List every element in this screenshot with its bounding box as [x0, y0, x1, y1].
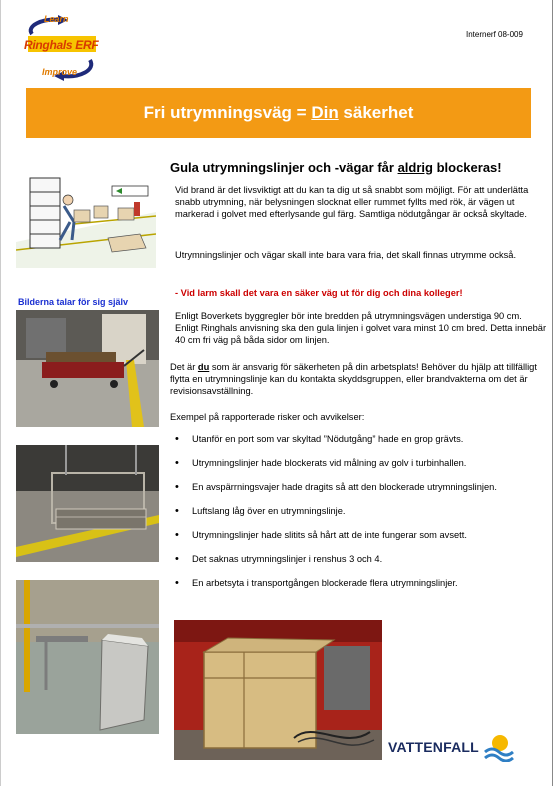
section-heading	[170, 160, 502, 175]
title-part-1: Fri utrymningsväg =	[143, 103, 312, 122]
photo-cart-on-escape-line	[16, 310, 159, 427]
list-item: • En avspärrningsvajer hade dragits så att den blockerade utrymningslinjen.	[175, 481, 545, 493]
intro-paragraph: Vid brand är det livsviktigt att du kan ta dig ut så snabbt som möjligt. För att underlätta snabb utrymning, när belysningen slocknat eller rummet fyllts med rök, är vägen ut markerad i golvet med efterlysande gul färg. Samtliga nödutgångar är också skyltade.	[175, 185, 529, 219]
illustration-worker-moving-boxes	[16, 172, 156, 268]
responsibility-underlined: du	[197, 362, 210, 372]
vattenfall-sun-icon	[483, 732, 515, 762]
list-item: • Luftslang låg över en utrymningslinje.	[175, 505, 545, 517]
logo-learn-text: Learn	[44, 14, 69, 24]
title-underlined: Din	[311, 103, 339, 122]
photo-bin-blocking-passage	[16, 580, 159, 734]
responsibility-paragraph	[170, 361, 546, 397]
responsibility-part-1: Det är	[170, 362, 198, 372]
vattenfall-wordmark: VATTENFALL	[388, 739, 479, 755]
responsibility-part-2: som är ansvarig för säkerheten på din arbetsplats! Behöver du hjälp att tillfälligt flytta en utrymningslinje kan du kontakta skyddsgruppen, eller brandvakterna om det är revisionsavställning.	[170, 362, 537, 396]
ringhals-erf-logo	[22, 14, 100, 82]
list-item: • Utanför en port som var skyltad ”Nödutgång” hade en grop grävts.	[175, 433, 545, 445]
examples-intro: Exempel på rapporterade risker och avvikelser:	[170, 412, 365, 422]
heading-part-1: Gula utrymningslinjer och -vägar får	[170, 160, 398, 175]
photo-grating-over-escape-line	[16, 445, 159, 562]
space-paragraph: Utrymningslinjer och vägar skall inte bara vara fria, det skall finnas utrymme också.	[175, 250, 517, 260]
photo-crate-in-red-room	[174, 620, 382, 760]
list-item: • Det saknas utrymningslinjer i renshus 3 och 4.	[175, 553, 545, 565]
page-title	[144, 103, 414, 123]
vattenfall-logo	[388, 732, 515, 762]
logo-brand-text: Ringhals ERF	[24, 38, 99, 52]
page-edge-right	[552, 0, 553, 786]
alarm-warning: - Vid larm skall det vara en säker väg ut för dig och dina kolleger!	[175, 288, 463, 298]
page-edge-left	[0, 0, 1, 786]
width-rules-paragraph: Enligt Boverkets byggregler bör inte bredden på utrymningsvägen understiga 90 cm. Enligt Ringhals anvisning ska den gula linjen i golvet vara minst 10 cm bred. Detta innebär 40 cm fri väg på båda sidor om linjen.	[175, 311, 547, 345]
logo-improve-text: Improve	[42, 67, 78, 77]
document-id: Internerf 08-009	[466, 30, 523, 39]
title-banner	[26, 88, 531, 138]
photos-caption: Bilderna talar för sig själv	[18, 297, 129, 307]
title-part-2: säkerhet	[338, 103, 414, 122]
list-item: • Utrymningslinjer hade blockerats vid målning av golv i turbinhallen.	[175, 457, 545, 469]
list-item: • Utrymningslinjer hade slitits så hårt att de inte fungerar som avsett.	[175, 529, 545, 541]
heading-part-2: blockeras!	[432, 160, 502, 175]
list-item: • En arbetsyta i transportgången blockerade flera utrymningslinjer.	[175, 577, 545, 589]
heading-underlined: aldrig	[397, 160, 433, 175]
risk-list	[175, 433, 545, 589]
